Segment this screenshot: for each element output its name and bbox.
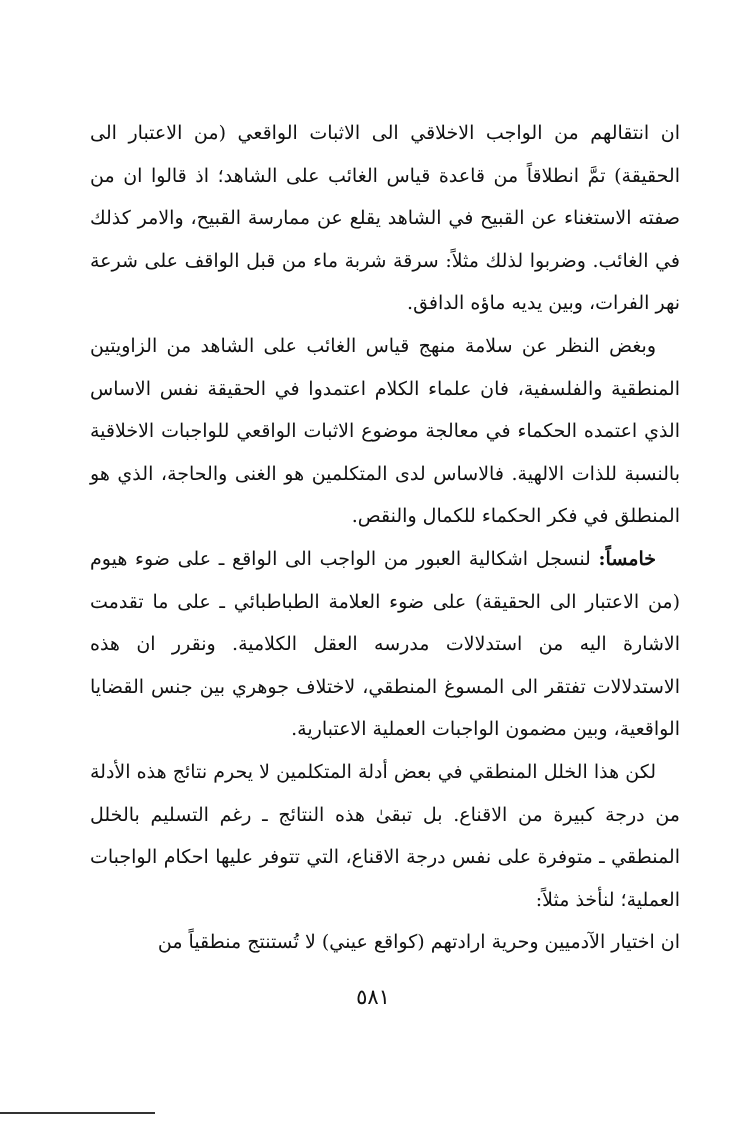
paragraph-5-text: ان اختيار الآدميين وحرية ارادتهم (كواقع عيني) لا تُستنتج منطقياً من	[157, 931, 680, 954]
paragraph-1-text: ان انتقالهم من الواجب الاخلاقي الى الاثبات الواقعي (من الاعتبار الى الحقيقة) تمَّ انطلاقاً من قاعدة قياس الغائب على الشاهد؛ اذ قالوا ان من صفته الاستغناء عن القبيح في الشاهد يقلع عن ممارسة القبيح، والامر كذلك في الغائب. وضربوا لذلك مثلاً: سرقة شربة ماء من قبل الواقف على شرعة نهر الفرات، وبين يديه ماؤه الدافق.	[90, 122, 680, 315]
paragraph-3-text: لنسجل اشكالية العبور من الواجب الى الواقع ـ على ضوء هيوم (من الاعتبار الى الحقيقة) على ضوء العلامة الطباطبائي ـ على ما تقدمت الاشارة اليه من استدلالات مدرسه العقل الكلامية. ونقرر ان هذه الاستدلالات تفتقر الى المسوغ المنطقي، لاختلاف جوهري بين جنس القضايا الواقعية، وبين مضمون الواجبات العملية الاعتبارية.	[90, 547, 680, 741]
body-text	[90, 112, 680, 964]
paragraph-1	[90, 112, 680, 325]
paragraph-3	[90, 538, 680, 751]
paragraph-2-text: وبغض النظر عن سلامة منهج قياس الغائب على الشاهد من الزاويتين المنطقية والفلسفية، فان علماء الكلام اعتمدوا في الحقيقة نفس الاساس الذي اعتمده الحكماء في معالجة موضوع الاثبات الواقعي للواجبات الاخلاقية بالنسبة للذات الالهية. فالاساس لدى المتكلمين هو الغنى والحاجة، الذي هو المنطلق في فكر الحكماء للكمال والنقص.	[90, 334, 680, 528]
paragraph-4	[90, 751, 680, 921]
paragraph-5	[90, 921, 680, 964]
paragraph-4-text: لكن هذا الخلل المنطقي في بعض أدلة المتكلمين لا يحرم نتائج هذه الأدلة من درجة كبيرة من الاقناع. بل تبقىٰ هذه النتائج ـ رغم التسليم بالخلل المنطقي ـ متوفرة على نفس درجة الاقناع، التي تتوفر عليها احكام الواجبات العملية؛ لنأخذ مثلاً:	[90, 760, 680, 911]
paragraph-3-lead: خامساً:	[598, 547, 656, 570]
bottom-rule	[0, 1112, 155, 1114]
paragraph-2	[90, 325, 680, 538]
page-number: ٥٨١	[356, 985, 390, 1009]
